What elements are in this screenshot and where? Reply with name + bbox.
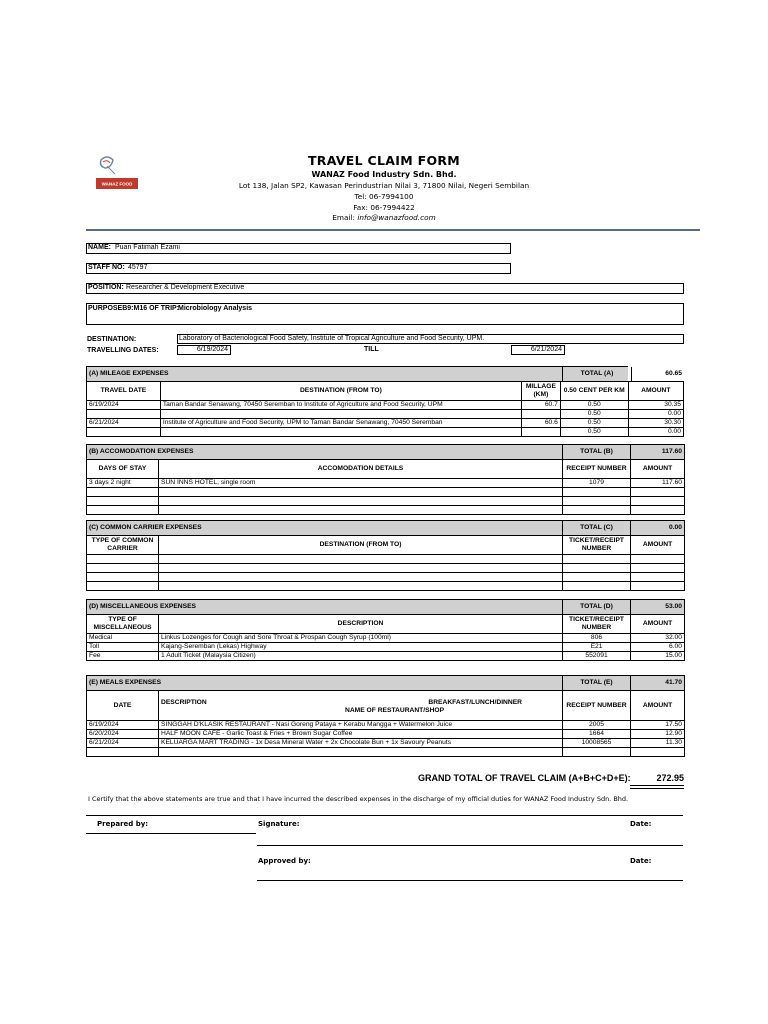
table-row <box>87 573 685 582</box>
col-travel-date: TRAVEL DATE <box>87 382 161 401</box>
prepared-by-label: Prepared by: <box>97 820 149 828</box>
company-address: Lot 138, Jalan SP2, Kawasan Perindustrian Nilai 3, 71800 Nilai, Negeri Sembilan <box>238 181 530 190</box>
cell <box>159 573 563 582</box>
col-destination: DESTINATION (FROM TO) <box>160 382 521 401</box>
cell: 0.00 <box>628 410 683 419</box>
cell <box>87 410 161 419</box>
misc-total-label: TOTAL (D) <box>563 600 631 615</box>
sign-top-rule <box>86 815 683 816</box>
cell <box>521 410 560 419</box>
cell: 60.6 <box>521 419 560 428</box>
table-row <box>87 506 685 515</box>
accom-total-label: TOTAL (B) <box>563 445 631 460</box>
cell <box>563 748 631 757</box>
email-label: Email: <box>332 213 355 222</box>
col-restaurant: NAME OF RESTAURANT/SHOP <box>345 707 445 714</box>
position-field <box>86 283 684 294</box>
col-destination: DESTINATION (FROM TO) <box>159 536 563 555</box>
cell <box>563 506 631 515</box>
table-row <box>87 555 685 564</box>
cell <box>159 555 563 564</box>
cell <box>159 582 563 591</box>
cell <box>563 497 631 506</box>
cell: 6.00 <box>631 643 685 652</box>
cell: Medical <box>87 634 159 643</box>
table-row <box>87 419 684 428</box>
cell <box>159 488 563 497</box>
cell: 0.00 <box>628 428 683 437</box>
meals-title: (E) MEALS EXPENSES <box>87 676 563 691</box>
meals-total-label: TOTAL (E) <box>563 676 631 691</box>
date-label-2: Date: <box>630 857 652 865</box>
cell: 552091 <box>563 652 631 661</box>
col-description: DESCRIPTION <box>159 615 563 634</box>
company-email <box>0 213 768 222</box>
purpose-value: Microbiology Analysis <box>178 305 253 312</box>
staff-field <box>86 263 511 274</box>
cell <box>87 573 159 582</box>
accom-total: 117.60 <box>631 445 685 460</box>
carrier-title-row <box>87 521 685 536</box>
cell: Linkus Lozenges for Cough and Sore Throat & Prospan Cough Syrup (100ml) <box>159 634 563 643</box>
col-amount: AMOUNT <box>628 382 683 401</box>
col-days: DAYS OF STAY <box>87 460 159 479</box>
mileage-header-row <box>87 382 684 401</box>
cell: 6/20/2024 <box>87 730 159 739</box>
col-rate: 0.50 CENT PER KM <box>560 382 628 401</box>
misc-total: 53.00 <box>631 600 685 615</box>
cell <box>87 748 159 757</box>
cell: 11.30 <box>631 739 685 748</box>
date-to-value: 6/21/2024 <box>530 346 562 353</box>
table-row <box>87 479 685 488</box>
header-rule <box>86 229 700 231</box>
cell: SINGGAH D'KLASIK RESTAURANT - Nasi Goreng Pataya + Kerabu Mangga + Watermelon Juice <box>159 721 563 730</box>
company-name: WANAZ Food Industry Sdn. Bhd. <box>311 170 457 179</box>
cell: 30.30 <box>628 419 683 428</box>
mileage-total-label: TOTAL (A) <box>562 367 632 381</box>
col-ticket: TICKET/RECEIPT NUMBER <box>563 536 631 555</box>
destination-value: Laboratory of Bacteriological Food Safety, Institute of Tropical Agriculture and Food Security, UPM. <box>179 335 485 342</box>
signature-line <box>257 845 683 846</box>
table-row <box>87 748 685 757</box>
table-row <box>87 428 684 437</box>
cell <box>87 582 159 591</box>
date-to-field <box>511 345 565 355</box>
name-value: Puan Fatimah Ezami <box>115 244 180 251</box>
grand-total-value: 272.95 <box>656 773 684 783</box>
mileage-title: (A) MILEAGE EXPENSES <box>87 367 629 382</box>
cell: SUN INNS HOTEL, single room <box>159 479 563 488</box>
cell: 1 Adult Ticket (Malaysia Citizen) <box>159 652 563 661</box>
cell <box>563 555 631 564</box>
cell: 0.50 <box>560 428 628 437</box>
cell: 17.50 <box>631 721 685 730</box>
table-row <box>87 582 685 591</box>
cell: 6/21/2024 <box>87 739 159 748</box>
col-description-group <box>159 691 563 721</box>
col-receipt: RECEIPT NUMBER <box>563 460 631 479</box>
cell: Institute of Agriculture and Food Security, UPM to Taman Bandar Senawang, 70450 Seremban <box>160 419 521 428</box>
cell: 6/19/2024 <box>87 401 161 410</box>
cell <box>631 564 685 573</box>
table-row <box>87 739 685 748</box>
cell <box>159 564 563 573</box>
cell <box>87 488 159 497</box>
dates-label: TRAVELLING DATES: <box>87 347 159 354</box>
cell <box>631 573 685 582</box>
approved-line <box>257 880 683 881</box>
col-millage: MILLAGE (KM) <box>521 382 560 401</box>
signature-label: Signature: <box>258 820 300 828</box>
col-amount: AMOUNT <box>631 460 685 479</box>
cell: Fee <box>87 652 159 661</box>
position-value: Researcher & Development Executive <box>126 284 245 291</box>
date-from-value: 6/19/2024 <box>196 346 228 353</box>
table-row <box>87 643 685 652</box>
misc-title-row <box>87 600 685 615</box>
misc-header-row <box>87 615 685 634</box>
position-label: POSITION: <box>88 284 124 291</box>
col-amount: AMOUNT <box>631 536 685 555</box>
cell: 0.50 <box>560 401 628 410</box>
cell <box>631 488 685 497</box>
cell <box>631 497 685 506</box>
table-row <box>87 730 685 739</box>
email-address: info@wanazfood.com <box>357 213 436 222</box>
meals-header-row <box>87 691 685 721</box>
cell <box>521 428 560 437</box>
cell <box>159 748 563 757</box>
date-label-1: Date: <box>630 820 652 828</box>
carrier-title: (C) COMMON CARRIER EXPENSES <box>87 521 563 536</box>
company-tel: Tel: 06-7994100 <box>354 192 414 201</box>
prepared-line <box>86 833 256 834</box>
till-label: TILL <box>364 346 379 353</box>
cell <box>631 506 685 515</box>
cell: 15.00 <box>631 652 685 661</box>
meals-title-row <box>87 676 685 691</box>
cell <box>87 555 159 564</box>
carrier-header-row <box>87 536 685 555</box>
col-meal-type: BREAKFAST/LUNCH/DINNER <box>428 699 522 706</box>
col-carrier-type: TYPE OF COMMON CARRIER <box>87 536 159 555</box>
table-row <box>87 488 685 497</box>
cell <box>563 582 631 591</box>
col-ticket: TICKET/RECEIPT NUMBER <box>563 615 631 634</box>
cell <box>631 555 685 564</box>
destination-label: DESTINATION: <box>87 336 137 343</box>
purpose-field <box>86 303 684 325</box>
certification-statement: I Certify that the above statements are true and that I have incurred the described expenses in the discharge of my official duties for WANAZ Food Industry Sdn. Bhd. <box>88 795 629 803</box>
cell: HALF MOON CAFE - Garlic Toast & Fries + Brown Sugar Coffee <box>159 730 563 739</box>
approved-by-label: Approved by: <box>258 857 311 865</box>
table-row <box>87 410 684 419</box>
cell: 60.7 <box>521 401 560 410</box>
cell: 1079 <box>563 479 631 488</box>
table-row <box>87 634 685 643</box>
table-row <box>87 652 685 661</box>
cell <box>631 748 685 757</box>
accom-title: (B) ACCOMODATION EXPENSES <box>87 445 563 460</box>
cell <box>631 582 685 591</box>
destination-field <box>177 334 684 344</box>
misc-table <box>86 599 685 661</box>
carrier-total-label: TOTAL (C) <box>563 521 631 536</box>
cell: 0.50 <box>560 419 628 428</box>
cell: 3 days 2 night <box>87 479 159 488</box>
cell: 12.90 <box>631 730 685 739</box>
staff-label: STAFF NO: <box>88 264 125 271</box>
cell: 806 <box>563 634 631 643</box>
grand-total-underline <box>630 785 684 786</box>
cell: Taman Bandar Senawang, 70450 Seremban to Institute of Agriculture and Food Security, UPM <box>160 401 521 410</box>
cell <box>159 497 563 506</box>
cell <box>87 497 159 506</box>
cell: 2005 <box>563 721 631 730</box>
mileage-total: 60.65 <box>665 370 682 377</box>
cell: 0.50 <box>560 410 628 419</box>
cell <box>87 506 159 515</box>
cell <box>563 573 631 582</box>
meals-total: 41.70 <box>631 676 685 691</box>
form-title: TRAVEL CLAIM FORM <box>307 153 461 168</box>
cell <box>87 564 159 573</box>
cell: 6/19/2024 <box>87 721 159 730</box>
cell: 1664 <box>563 730 631 739</box>
table-row <box>87 564 685 573</box>
accom-title-row <box>87 445 685 460</box>
col-description: DESCRIPTION <box>161 699 207 706</box>
cell: KELUARGA MART TRADING - 1x Desa Mineral Water + 2x Chocolate Bun + 1x Savoury Peanuts <box>159 739 563 748</box>
logo-text: WANAZ FOOD <box>101 181 133 187</box>
cell <box>159 506 563 515</box>
cell <box>87 428 161 437</box>
cell: Toll <box>87 643 159 652</box>
col-receipt: RECEIPT NUMBER <box>563 691 631 721</box>
col-misc-type: TYPE OF MISCELLANEOUS <box>87 615 159 634</box>
grand-total-label: GRAND TOTAL OF TRAVEL CLAIM (A+B+C+D+E): <box>418 773 631 783</box>
cell <box>160 428 521 437</box>
name-field <box>86 243 511 254</box>
table-row <box>87 721 685 730</box>
cell: 6/21/2024 <box>87 419 161 428</box>
carrier-total: 0.00 <box>631 521 685 536</box>
cell <box>160 410 521 419</box>
misc-title: (D) MISCELLANEOUS EXPENSES <box>87 600 563 615</box>
accom-header-row <box>87 460 685 479</box>
col-amount: AMOUNT <box>631 615 685 634</box>
name-label: NAME: <box>88 244 111 251</box>
cell: 117.60 <box>631 479 685 488</box>
cell: 32.00 <box>631 634 685 643</box>
cell <box>563 488 631 497</box>
staff-value: 45797 <box>128 264 148 271</box>
table-row <box>87 497 685 506</box>
cell: Kajang-Seremban (Lekas) Highway <box>159 643 563 652</box>
date-from-field <box>177 345 231 355</box>
accom-table <box>86 444 685 515</box>
col-amount: AMOUNT <box>631 691 685 721</box>
cell <box>563 564 631 573</box>
cell: 10008565 <box>563 739 631 748</box>
company-fax: Fax: 06-7994422 <box>353 203 415 212</box>
grand-total-underline-double <box>630 788 684 789</box>
meals-table <box>86 675 685 757</box>
cell: 30.35 <box>628 401 683 410</box>
carrier-table <box>86 520 685 591</box>
cell: E21 <box>563 643 631 652</box>
col-date: DATE <box>87 691 159 721</box>
table-row <box>87 401 684 410</box>
purpose-label: PURPOSEB9:M16 OF TRIP: <box>88 305 180 312</box>
col-accom-details: ACCOMODATION DETAILS <box>159 460 563 479</box>
